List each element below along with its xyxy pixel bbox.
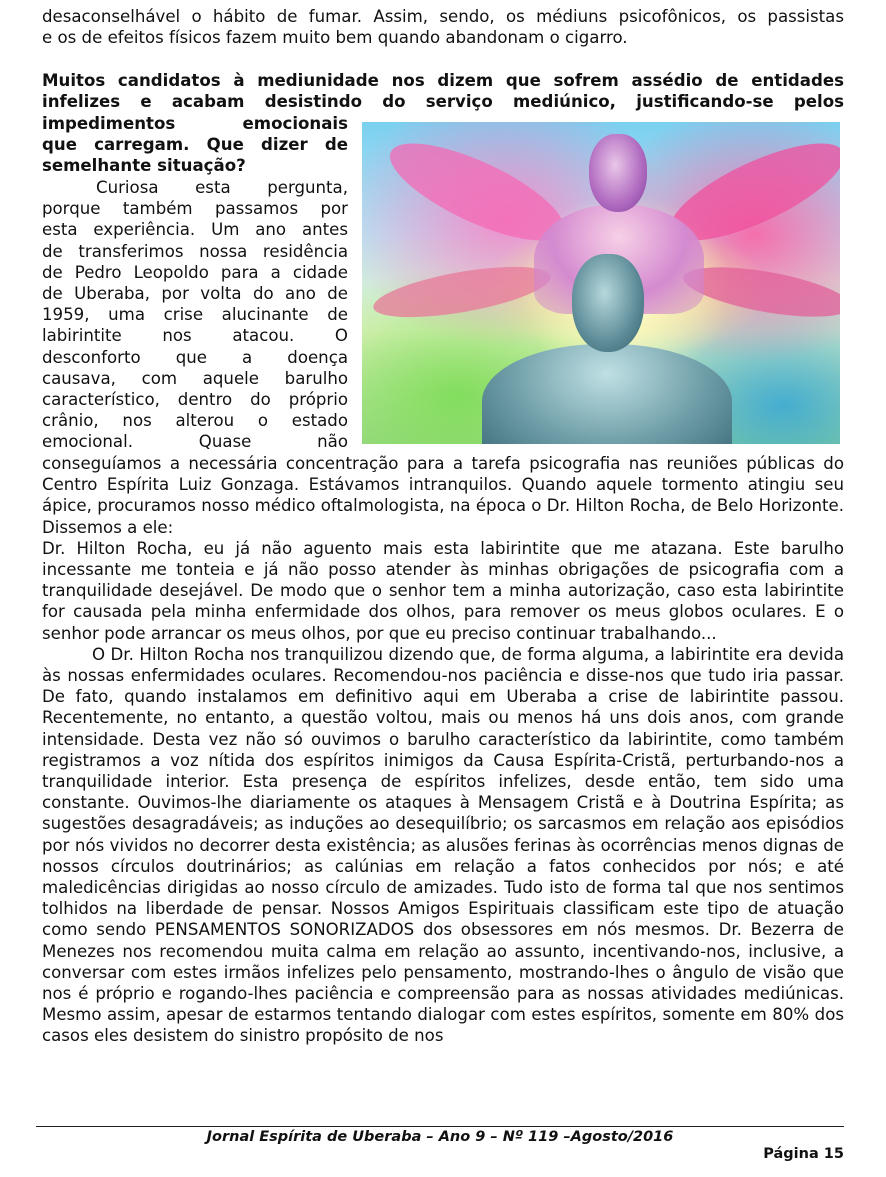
answer-line: esta experiência. Um ano antes	[42, 220, 348, 240]
question-text	[42, 70, 844, 112]
spiritual-figures-illustration	[362, 122, 840, 444]
answer-line: característico, dentro do próprio	[42, 390, 348, 410]
footer-journal-title: Jornal Espírita de Uberaba – Ano 9 – Nº 119 –Agosto/2016	[206, 1129, 674, 1145]
intro-text	[42, 6, 844, 48]
answer-line: labirintite nos atacou. O	[42, 326, 348, 346]
question-line-3: impedimentos emocionais	[42, 114, 348, 133]
left-lower-wing-shape	[370, 257, 554, 328]
answer-wide-column	[42, 453, 844, 1047]
question-line-4: que carregam. Que dizer de	[42, 135, 348, 155]
footer-rule	[36, 1126, 844, 1127]
answer-continuation: conseguíamos a necessária concentração para a tarefa psicografia nas reuniões públicas do Centro Espírita Luiz Gonzaga. Estávamos intranquilos. Quando aquele tormento atingiu seu ápice, procuramos nosso médico oftalmologista, na época o Dr. Hilton Rocha, de Belo Horizonte. Dissemos a ele:	[42, 454, 844, 537]
answer-line: emocional. Quase não	[42, 432, 348, 452]
answer-line: Curiosa esta pergunta,	[96, 178, 348, 197]
page-number: Página 15	[763, 1146, 844, 1162]
answer-line: crânio, nos alterou o estado	[42, 411, 348, 431]
question-narrow	[42, 113, 348, 177]
intro-line-1: desaconselhável o hábito de fumar. Assim, sendo, os médiuns psicofônicos, os passistas	[42, 7, 844, 26]
question-line-2: infelizes e acabam desistindo do serviço mediúnico, justificando-se pelos	[42, 92, 844, 112]
answer-line: de Uberaba, por volta do ano de	[42, 284, 348, 304]
answer-line: porque também passamos por	[42, 199, 348, 219]
answer-line: 1959, uma crise alucinante de	[42, 305, 348, 325]
intro-line-2: e os de efeitos físicos fazem muito bem quando abandonam o cigarro.	[42, 28, 628, 48]
lower-figure-head	[572, 254, 644, 352]
answer-line: de Pedro Leopoldo para a cidade	[42, 262, 348, 282]
answer-line: causava, com aquele barulho	[42, 368, 348, 388]
quoted-speech: Dr. Hilton Rocha, eu já não aguento mais esta labirintite que me atazana. Este barulho incessante me tonteia e já não posso atender às minhas obrigações de psicografia com a tranquilidade desejável. De modo que o senhor tem a minha autorização, caso esta labirintite for causada pela minha enfermidade dos olhos, para remover os meus globos oculares. E o senhor pode arrancar os meus olhos, por que eu preciso continuar trabalhando...	[42, 538, 844, 643]
question-line-5: semelhante situação?	[42, 156, 246, 176]
answer-line: de transferimos nossa residência	[42, 241, 348, 261]
answer-narrow-column	[42, 177, 348, 453]
answer-line: desconforto que a doença	[42, 347, 348, 367]
upper-figure-head	[589, 134, 647, 212]
body-paragraph: O Dr. Hilton Rocha nos tranquilizou dizendo que, de forma alguma, a labirintite era devida às nossas enfermidades oculares. Recomendou-nos paciência e disse-nos que tudo iria passar. De fato, quando instalamos em definitivo aqui em Uberaba a crise de labirintite passou. Recentemente, no entanto, a questão voltou, mais ou menos há uns dois anos, com grande intensidade. Desta vez não só ouvimos o barulho característico da labirintite, como também registramos a voz nítida dos espíritos inimigos da Causa Espírita-Cristã, perturbando-nos a tranquilidade interior. Esta presença de espíritos infelizes, desde então, tem sido uma constante. Ouvimos-lhe diariamente os ataques à Mensagem Cristã e à Doutrina Espírita; as sugestões desagradáveis; as induções ao desequilíbrio; os sarcasmos em relação aos episódios por nós vividos no decorrer desta existência; as alusões ferinas às ocorrências menos dignas de nossos círculos doutrinários; as calúnias em relação a fatos conhecidos por nós; e até maledicências dirigidas ao nosso círculo de amizades. Tudo isto de forma tal que nos sentimos tolhidos na liberdade de pensar. Nossos Amigos Espirituais classificam este tipo de atuação como sendo PENSAMENTOS SONORIZADOS dos obsessores em nós mesmos. Dr. Bezerra de Menezes nos recomendou muita calma em relação ao assunto, incentivando-nos, inclusive, a conversar com estes irmãos infelizes pelo pensamento, mostrando-lhes o ângulo de visão que nos é próprio e rogando-lhes paciência e compreensão para as nossas atividades mediúnicas. Mesmo assim, apesar de estarmos tentando dialogar com estes espíritos, somente em 80% dos casos eles desistem do sinistro propósito de nos	[42, 644, 844, 1046]
lower-figure-body	[482, 344, 732, 444]
question-line-1: Muitos candidatos à mediunidade nos dizem que sofrem assédio de entidades	[42, 71, 844, 90]
